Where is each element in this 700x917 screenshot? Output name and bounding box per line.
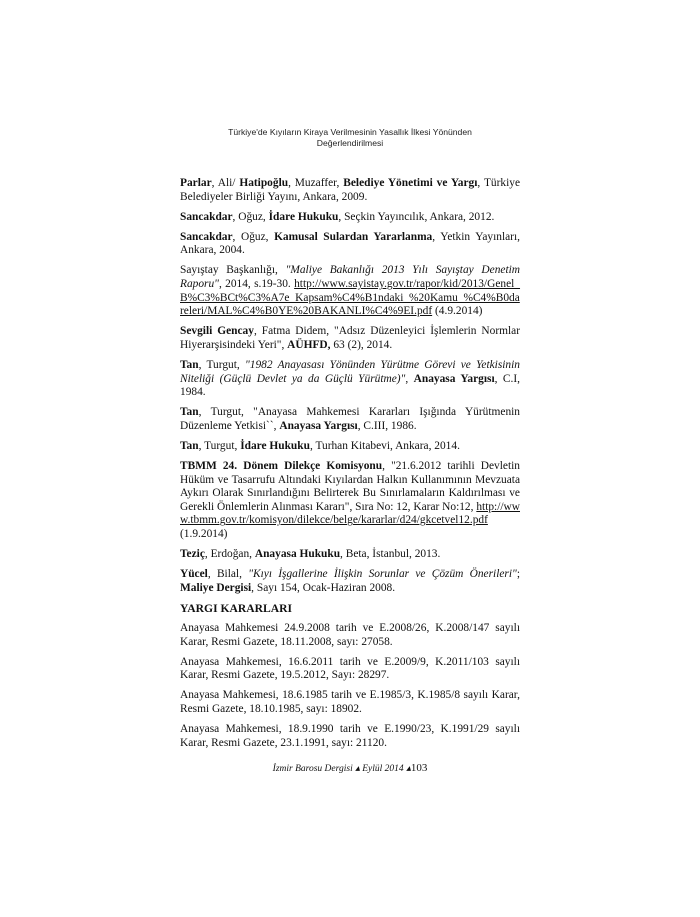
footer-issue: Eylül 2014	[362, 764, 404, 774]
entry-text: , Muzaffer,	[288, 177, 344, 189]
entry-text: , Oğuz,	[232, 210, 269, 223]
entry-italic-text: "Kıyı İşgallerine İlişkin Sorunlar ve Çözüm Önerileri"	[248, 568, 517, 581]
entry-text: , C.III, 1986.	[357, 419, 417, 432]
court-decision-entry: Anayasa Mahkemesi, 16.6.2011 tarih ve E.2009/9, K.2011/103 sayılı Karar, Resmi Gazete, 19.5.2012, Sayı: 28297.	[180, 655, 520, 682]
header-title-line1: Türkiye'de Kıyıların Kiraya Verilmesinin Yasallık İlkesi Yönünden	[228, 127, 472, 137]
entry-text: , Turgut, "Anayasa Mahkemesi Kararları Işığında Yürütmenin Düzenleme Yetkisi``,	[180, 406, 520, 432]
entry-bold-text: İdare Hukuku	[240, 440, 310, 452]
entry-text: , "21.6.2012 tarihli Devletin Hüküm ve Tasarrufu Altındaki Kıyılardan Halkın Kullanımının Mevzuata Aykırı Olarak Sınırlandığını Belirterek Bu Sınırlamaların Kaldırılması ve Gerekli Önlemlerin Alınması Kararı", Sıra No: 12, Karar No:12,	[180, 460, 520, 513]
bibliography-entry	[180, 231, 520, 258]
running-header	[170, 127, 530, 149]
entry-bold-text: Hatipoğlu	[239, 177, 289, 189]
reference-link[interactable]: http://www.sayistay.gov.tr/rapor/kid/2013/Genel_B%C3%BCt%C3%A7e_Kapsam%C4%B1ndaki_%20Kamu_%C4%B0dareleri/MAL%C4%B0YE%20BAKANLI%C4%9EI.pdf	[180, 278, 520, 318]
entry-text: , Erdoğan,	[204, 548, 255, 561]
entry-text: (1.9.2014)	[180, 528, 228, 541]
entry-bold-text: AÜHFD,	[287, 338, 331, 351]
footer-separator: ▴	[355, 764, 363, 774]
entry-text: , Turgut,	[198, 359, 245, 372]
court-decision-entry: Anayasa Mahkemesi 24.9.2008 tarih ve E.2008/26, K.2008/147 sayılı Karar, Resmi Gazete, 18.11.2008, sayı: 27058.	[180, 622, 520, 648]
entry-bold-text: Yücel	[180, 568, 208, 581]
footer-separator: ▴	[406, 764, 411, 774]
entry-bold-text: Belediye Yönetimi ve Yargı	[343, 177, 478, 189]
entry-text: , Turhan Kitabevi, Ankara, 2014.	[309, 440, 460, 452]
page-footer	[170, 762, 530, 774]
entry-bold-text: Sancakdar	[180, 230, 233, 243]
bibliography-entry	[180, 359, 520, 400]
entry-text: , Beta, İstanbul, 2013.	[340, 548, 441, 561]
entry-bold-text: Sancakdar	[180, 210, 233, 223]
bibliography-entry	[180, 548, 520, 562]
entry-bold-text: Tan	[180, 406, 199, 419]
bibliography-entry	[180, 460, 520, 542]
bibliography-entry	[180, 177, 520, 204]
entry-bold-text: Anayasa Yargısı	[413, 372, 495, 385]
entry-bold-text: Teziç	[180, 548, 205, 561]
bibliography-entry	[180, 406, 520, 433]
page-number: 103	[410, 762, 428, 774]
entry-text: Sayıştay Başkanlığı,	[180, 264, 286, 277]
entry-text: , Seçkin Yayıncılık, Ankara, 2012.	[338, 210, 495, 223]
court-decisions	[180, 622, 520, 750]
entry-bold-text: İdare Hukuku	[268, 210, 339, 223]
entry-bold-text: Tan	[180, 440, 199, 452]
court-decision-entry: Anayasa Mahkemesi, 18.6.1985 tarih ve E.1985/3, K.1985/8 sayılı Karar, Resmi Gazete, 18.10.1985, sayı: 18902.	[180, 689, 520, 715]
entry-text: (4.9.2014)	[432, 305, 483, 318]
entry-bold-text: TBMM 24. Dönem Dilekçe Komisyonu	[180, 460, 383, 473]
entry-italic-text: "1982 Anayasası Yönünden Yürütme Görevi ve Yetkisinin Niteliği (Güçlü Devlet ya da Güçlü Yürütme)"	[180, 359, 520, 385]
bibliography-entry	[180, 440, 520, 454]
entry-text: ;	[516, 568, 520, 581]
entry-text: , Yetkin Yayınları, Ankara, 2004.	[180, 230, 520, 257]
entry-text: ,	[405, 372, 414, 385]
entry-bold-text: Parlar	[180, 177, 212, 189]
entry-bold-text: Kamusal Sulardan Yararlanma	[274, 230, 433, 243]
entry-text: , Fatma Didem, "Adsız Düzenleyici İşlemlerin Normlar Hiyerarşisindeki Yeri",	[180, 325, 520, 351]
header-title-line2: Değerlendirilmesi	[316, 138, 384, 148]
bibliography	[180, 177, 520, 757]
entry-text: , C.I, 1984.	[180, 372, 520, 399]
entry-bold-text: Sevgili Gencay	[180, 325, 254, 338]
entry-bold-text: Tan	[180, 359, 199, 372]
entry-text: , Turgut,	[198, 440, 241, 452]
entry-text: , Bilal,	[207, 568, 249, 581]
court-decision-entry: Anayasa Mahkemesi, 18.9.1990 tarih ve E.1990/23, K.1991/29 sayılı Karar, Resmi Gazete, 23.1.1991, sayı: 21120.	[180, 723, 520, 749]
entry-text: , Ali/	[211, 177, 240, 189]
bibliography-entry	[180, 211, 520, 225]
entry-text: , Sayı 154, Ocak-Haziran 2008.	[251, 581, 396, 594]
entry-italic-text: "Maliye Bakanlığı 2013 Yılı Sayıştay Denetim Raporu"	[180, 264, 520, 291]
bibliography-entry	[180, 264, 520, 318]
bibliography-entry	[180, 568, 520, 595]
reference-link[interactable]: http://www.tbmm.gov.tr/komisyon/dilekce/belge/kararlar/d24/gkcetvel12.pdf	[180, 500, 520, 527]
bibliography-entry	[180, 325, 520, 352]
footer-journal: İzmir Barosu Dergisi	[272, 764, 353, 774]
section-heading: YARGI KARARLARI	[180, 601, 292, 615]
entry-bold-text: Maliye Dergisi	[180, 581, 252, 594]
entry-text: , 2014, s.19-30.	[218, 278, 295, 291]
entry-bold-text: Anayasa Hukuku	[254, 548, 341, 561]
entry-text: 63 (2), 2014.	[330, 338, 393, 351]
bibliography-entries	[180, 177, 520, 595]
entry-text: , Türkiye Belediyeler Birliği Yayını, Ankara, 2009.	[180, 177, 520, 203]
entry-bold-text: Anayasa Yargısı	[279, 419, 358, 432]
entry-text: , Oğuz,	[232, 230, 275, 243]
